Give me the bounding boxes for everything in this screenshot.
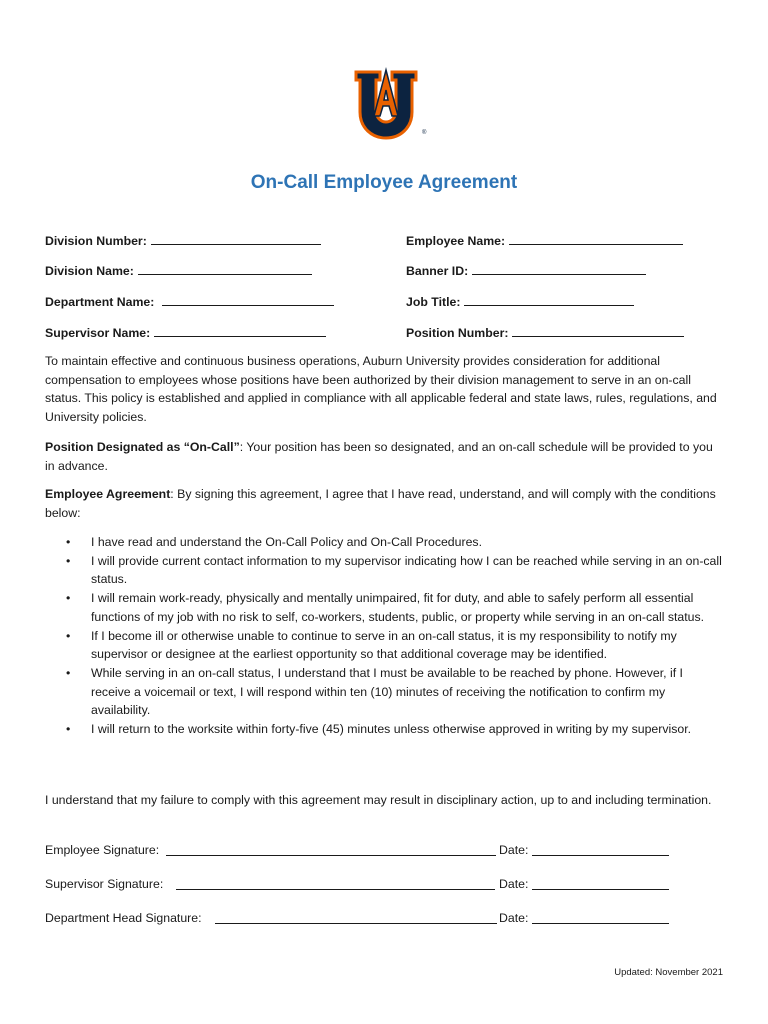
- list-item: [45, 720, 725, 739]
- employee-name-field[interactable]: [406, 231, 683, 251]
- designation-text: : Your position has been so designated, and an on-call schedule will be provided to you in advance.: [45, 440, 713, 473]
- employee-date-label: Date:: [499, 843, 529, 857]
- document-title: On-Call Employee Agreement: [250, 172, 518, 193]
- banner-id-label: Banner ID:: [406, 264, 469, 278]
- list-item: [45, 589, 725, 626]
- supervisor-signature-line[interactable]: [176, 889, 495, 890]
- employee-name-blank[interactable]: [509, 231, 683, 245]
- designation-paragraph: [45, 438, 725, 475]
- list-item: [45, 627, 725, 664]
- division-name-blank[interactable]: [138, 261, 312, 275]
- bullet-icon: •: [66, 628, 71, 643]
- job-title-label: Job Title:: [406, 295, 461, 309]
- employee-name-label: Employee Name:: [406, 234, 506, 248]
- supervisor-name-field[interactable]: [45, 323, 326, 343]
- banner-id-blank[interactable]: [472, 261, 646, 275]
- supervisor-signature-label: Supervisor Signature:: [45, 877, 164, 891]
- bullet-icon: •: [66, 665, 71, 680]
- banner-id-field[interactable]: [406, 261, 646, 281]
- position-number-field[interactable]: [406, 323, 684, 343]
- supervisor-name-label: Supervisor Name:: [45, 326, 151, 340]
- employee-date-line[interactable]: [532, 855, 669, 856]
- bullet-icon: •: [66, 591, 71, 606]
- svg-text:®: ®: [422, 130, 427, 136]
- department-head-date-label: Date:: [499, 911, 529, 925]
- job-title-field[interactable]: [406, 292, 634, 312]
- agreement-paragraph: [45, 485, 725, 522]
- closing-paragraph: I understand that my failure to comply with this agreement may result in disciplinary action, up to and including termination.: [45, 793, 712, 807]
- supervisor-signature-row: [45, 875, 685, 895]
- department-head-date-line[interactable]: [532, 923, 669, 924]
- division-name-label: Division Name:: [45, 264, 134, 278]
- division-name-field[interactable]: [45, 261, 312, 281]
- employee-signature-line[interactable]: [166, 855, 496, 856]
- department-name-label: Department Name:: [45, 295, 155, 309]
- division-number-blank[interactable]: [151, 231, 321, 245]
- field-row-1: [45, 231, 735, 251]
- field-row-3: [45, 292, 735, 312]
- division-number-field[interactable]: [45, 231, 321, 251]
- position-number-label: Position Number:: [406, 326, 509, 340]
- conditions-list: [45, 533, 725, 739]
- list-item: [45, 664, 725, 720]
- agreement-text: : By signing this agreement, I agree that I have read, understand, and will comply with the conditions below:: [45, 487, 716, 520]
- supervisor-name-blank[interactable]: [154, 323, 326, 337]
- employee-signature-row: [45, 841, 685, 861]
- updated-footer: Updated: November 2021: [614, 967, 723, 978]
- bullet-icon: •: [66, 535, 71, 549]
- designation-label: Position Designated as “On-Call”: [45, 440, 240, 454]
- department-name-field[interactable]: [45, 292, 334, 312]
- list-item-text: While serving in an on-call status, I understand that I must be available to be reached by phone. However, if I receive a voicemail or text, I will respond within ten (10) minutes of receiving the notification to confirm my availability.: [91, 665, 683, 718]
- bullet-icon: •: [66, 722, 71, 737]
- field-row-4: [45, 323, 735, 343]
- department-head-signature-line[interactable]: [215, 923, 497, 924]
- position-number-blank[interactable]: [512, 323, 684, 337]
- list-item-text: I have read and understand the On-Call Policy and On-Call Procedures.: [91, 535, 482, 549]
- department-name-blank[interactable]: [162, 292, 334, 306]
- list-item-text: I will provide current contact information to my supervisor indicating how I can be reached while serving in an on-call status.: [91, 553, 722, 587]
- job-title-blank[interactable]: [464, 292, 634, 306]
- list-item: [45, 533, 725, 552]
- intro-paragraph: To maintain effective and continuous business operations, Auburn University provides consideration for additional compensation to employees whose positions have been authorized by their division management to serve in an on-call status. This policy is established and applied in compliance with all applicable federal and state laws, rules, regulations, and University policies.: [45, 354, 717, 425]
- bullet-icon: •: [66, 553, 71, 568]
- department-head-signature-row: [45, 909, 685, 929]
- list-item-text: I will remain work-ready, physically and mentally unimpaired, fit for duty, and able to safely perform all essential functions of my job with no risk to self, co-workers, students, public, or property while serving in an on-call status.: [91, 591, 705, 624]
- agreement-label: Employee Agreement: [45, 487, 171, 501]
- division-number-label: Division Number:: [45, 234, 147, 248]
- supervisor-date-line[interactable]: [532, 889, 669, 890]
- field-row-2: [45, 261, 735, 281]
- list-item-text: If I become ill or otherwise unable to continue to serve in an on-call status, it is my responsibility to notify my supervisor or designee at the earliest opportunity so that additional coverage may be identified.: [91, 628, 677, 662]
- employee-signature-label: Employee Signature:: [45, 843, 160, 857]
- auburn-logo: [342, 66, 430, 142]
- list-item-text: I will return to the worksite within forty-five (45) minutes unless otherwise approved in writing by my supervisor.: [91, 722, 692, 737]
- list-item: [45, 552, 725, 589]
- supervisor-date-label: Date:: [499, 877, 529, 891]
- department-head-signature-label: Department Head Signature:: [45, 911, 202, 925]
